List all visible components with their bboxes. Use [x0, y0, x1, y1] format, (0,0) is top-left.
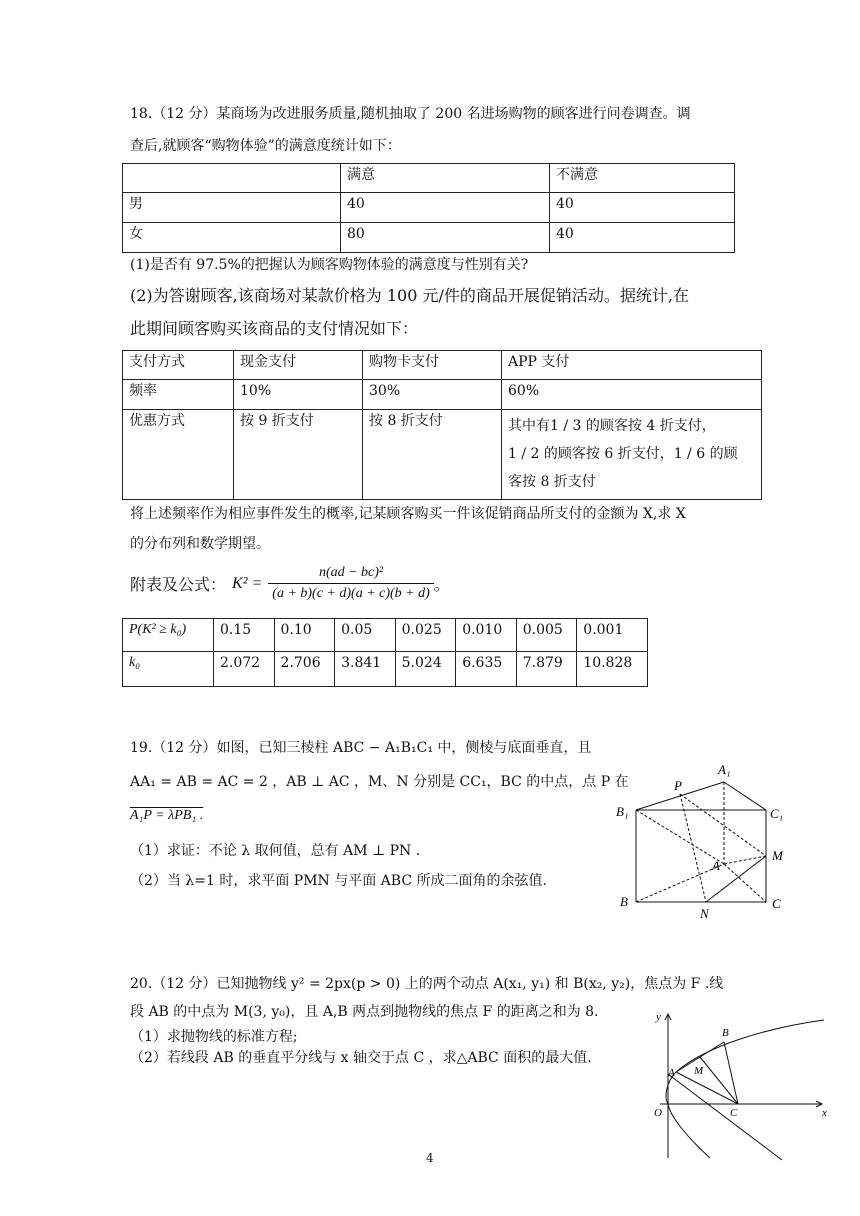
critical-value-table — [122, 618, 648, 687]
label-B: B — [722, 1027, 729, 1039]
label-A: A — [712, 858, 720, 873]
payment-table — [122, 350, 762, 500]
table-cell: 30% — [363, 380, 502, 410]
label-M: M — [694, 1065, 704, 1077]
table-cell: P(K² ≥ k₀) — [123, 619, 214, 652]
label-B1: B₁ — [616, 804, 629, 819]
app-discount-line: 1 / 2 的顾客按 6 折支付，1 / 6 的顾 — [508, 446, 738, 462]
table-cell: 现金支付 — [234, 351, 363, 380]
q20-line1: 20.（12 分）已知抛物线 y² = 2px(p > 0) 上的两个动点 A(x₁, y₁) 和 B(x₂, y₂)，焦点为 F .线 — [130, 976, 724, 992]
parabola-figure — [646, 1006, 830, 1166]
table-cell: 男 — [123, 193, 341, 223]
formula-numerator: n(ad − bc)² — [268, 563, 434, 584]
table-cell: 40 — [341, 193, 550, 223]
table-cell: 满意 — [341, 164, 550, 193]
label-P: P — [674, 778, 682, 793]
q20-line2: 段 AB 的中点为 M(3, y₀)，且 A,B 两点到抛物线的焦点 F 的距离之和为 8. — [130, 1004, 599, 1020]
q18-after-line2: 的分布列和数学期望。 — [130, 536, 270, 552]
table-cell: 40 — [550, 223, 735, 253]
table-cell: 按 8 折支付 — [363, 410, 502, 500]
table-cell: 80 — [341, 223, 550, 253]
q19-line3: A₁P = λPB₁ . — [130, 808, 204, 823]
table-cell: 女 — [123, 223, 341, 253]
label-M: M — [772, 848, 783, 863]
table-cell: 6.635 — [456, 652, 517, 687]
q18-line1: 18.（12 分）某商场为改进服务质量,随机抽取了 200 名进场购物的顾客进行问卷调查。调 — [130, 106, 691, 122]
table-cell: 0.025 — [395, 619, 456, 652]
table-cell: 5.024 — [395, 652, 456, 687]
app-discount-line: 客按 8 折支付 — [508, 474, 596, 490]
table-cell: 0.010 — [456, 619, 517, 652]
chi-square-formula — [130, 563, 450, 604]
table-cell: 支付方式 — [123, 351, 234, 380]
page-number: 4 — [426, 1151, 434, 1165]
table-cell: 2.706 — [274, 652, 335, 687]
label-N: N — [700, 906, 709, 921]
table-cell: 7.879 — [516, 652, 577, 687]
table-cell: 40 — [550, 193, 735, 223]
q19-line1: 19.（12 分）如图，已知三棱柱 ABC − A₁B₁C₁ 中，侧棱与底面垂直，且 — [130, 740, 592, 756]
label-B: B — [620, 894, 628, 909]
table-cell: 0.001 — [577, 619, 648, 652]
app-discount-line: 其中有1 / 3 的顾客按 4 折支付， — [508, 418, 716, 434]
q18-part2-line2: 此期间顾客购买该商品的支付情况如下： — [130, 319, 419, 338]
q20-part2: （2）若线段 AB 的垂直平分线与 x 轴交于点 C ，求△ABC 面积的最大值. — [130, 1050, 592, 1066]
q18-part1: (1)是否有 97.5%的把握认为顾客购物体验的满意度与性别有关? — [130, 257, 529, 273]
formula-label: 附表及公式： — [130, 575, 227, 594]
table-cell: APP 支付 — [502, 351, 762, 380]
formula-lhs: K² = — [232, 574, 263, 592]
satisfaction-table — [122, 163, 735, 253]
prism-figure — [614, 752, 804, 922]
table-cell: 优惠方式 — [123, 410, 234, 500]
table-cell: 0.15 — [214, 619, 275, 652]
table-cell: 不满意 — [550, 164, 735, 193]
formula-denominator: (a + b)(c + d)(a + c)(b + d) — [272, 586, 430, 601]
formula-fraction — [268, 563, 434, 604]
table-cell: 购物卡支付 — [363, 351, 502, 380]
q20-part1: （1）求抛物线的标准方程; — [130, 1029, 298, 1045]
table-cell: 10.828 — [577, 652, 648, 687]
label-C1: C₁ — [770, 806, 784, 821]
q18-part2-line1: (2)为答谢顾客,该商场对某款价格为 100 元/件的商品开展促销活动。据统计,在 — [130, 286, 689, 305]
table-cell: 3.841 — [335, 652, 396, 687]
table-cell: 0.005 — [516, 619, 577, 652]
table-cell: 频率 — [123, 380, 234, 410]
app-discount-cell — [502, 410, 762, 500]
label-A: A — [668, 1067, 675, 1079]
label-x-axis: x — [822, 1107, 827, 1119]
q18-line2: 查后,就顾客“购物体验”的满意度统计如下： — [130, 138, 401, 154]
table-cell: 0.05 — [335, 619, 396, 652]
label-C: C — [772, 896, 781, 911]
table-cell — [123, 164, 341, 193]
table-cell: 按 9 折支付 — [234, 410, 363, 500]
label-y-axis: y — [656, 1011, 661, 1023]
q18-after-line1: 将上述频率作为相应事件发生的概率,记某顾客购买一件该促销商品所支付的金额为 X,求 X — [130, 506, 686, 522]
q19-part1: （1）求证：不论 λ 取何值，总有 AM ⊥ PN . — [130, 843, 421, 859]
label-A1: A₁ — [718, 762, 731, 777]
label-C: C — [730, 1107, 738, 1119]
q19-part2: （2）当 λ=1 时，求平面 PMN 与平面 ABC 所成二面角的余弦值. — [130, 873, 547, 889]
q19-line2: AA₁ = AB = AC = 2 ，AB ⊥ AC ，M、N 分别是 CC₁，BC 的中点，点 P 在 — [130, 774, 629, 790]
table-cell: 0.10 — [274, 619, 335, 652]
table-cell: 10% — [234, 380, 363, 410]
formula-end: 。 — [433, 575, 450, 594]
table-cell: 60% — [502, 380, 762, 410]
table-cell: k₀ — [123, 652, 214, 687]
label-O: O — [654, 1107, 662, 1119]
table-cell: 2.072 — [214, 652, 275, 687]
